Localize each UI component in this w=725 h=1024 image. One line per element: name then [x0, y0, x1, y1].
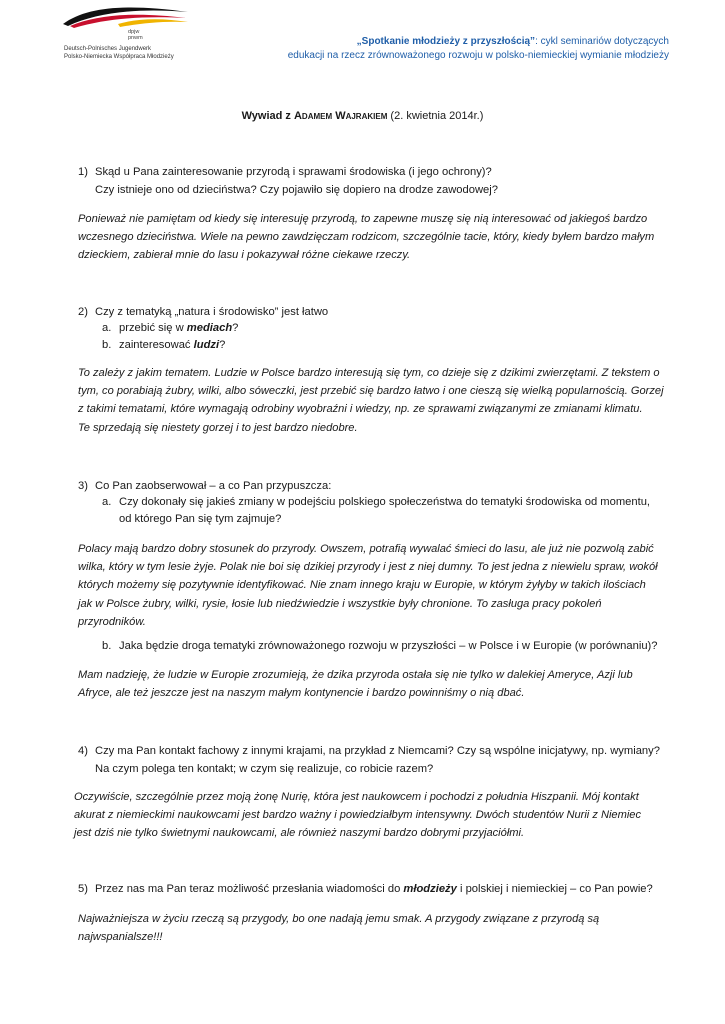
sub-a-bold: mediach: [186, 322, 233, 334]
answer-1: [78, 210, 668, 265]
question-5-bold: młodzieży: [403, 883, 457, 895]
sub-3a-line1: Czy dokonały się jakieś zmiany w podejściu polskiego społeczeństwa do tematyki środowiska od momentu,: [119, 496, 651, 508]
sub-label-3a: a.: [102, 496, 112, 508]
question-2-sub-a: [102, 320, 238, 337]
sub-label-3b: b.: [102, 640, 112, 652]
sub-b-end: ?: [219, 339, 226, 351]
question-1: [78, 163, 498, 199]
header-text: [288, 35, 669, 63]
logo: [58, 2, 193, 70]
answer-line: To zależy z jakim tematem. Ludzie w Polsce bardzo interesują się tym, co dzieje się z dzikimi zwierzętami. Z tekstem o: [78, 367, 660, 379]
sub-b-text: zainteresować: [119, 339, 194, 351]
answer-line: dzieckiem, zabierał mnie do lasu i pokazywał różne ciekawe rzeczy.: [78, 249, 411, 262]
question-4-number: 4): [78, 745, 88, 757]
question-4-line1: Czy ma Pan kontakt fachowy z innymi krajami, na przykład z Niemcami? Czy są wspólne inicjatywy, np. wymiany?: [95, 745, 660, 757]
answer-line: Te sprzedają się niestety gorzej i to jest bardzo niedobre.: [78, 421, 358, 434]
logo-abbr: [128, 29, 143, 41]
question-1-number: 1): [78, 166, 88, 178]
sub-a-text: przebić się w: [119, 322, 187, 334]
answer-line: z takimi tematami, które wymagają odrobiny wyobraźni i wiedzy, np. ze sprawami związanymi ze zmianami klimatu.: [78, 403, 643, 416]
sub-3a-line2: od którego Pan się tym zajmuje?: [119, 513, 282, 525]
logo-abbr-1: dpjw: [128, 29, 140, 35]
answer-line: przyrodników.: [78, 615, 146, 628]
question-3-line1: Co Pan zaobserwował – a co Pan przypuszcza:: [95, 480, 332, 492]
answer-2: [78, 364, 668, 437]
question-4-line2: Na czym polega ten kontakt; w czym się realizuje, co robicie razem?: [95, 763, 434, 775]
question-5-text-after: i polskiej i niemieckiej – co Pan powie?: [456, 883, 653, 895]
question-1-line1: Skąd u Pana zainteresowanie przyrodą i sprawami środowiska (i jego ochrony)?: [95, 166, 492, 178]
answer-line: akurat z niemieckimi naukowcami jest bardzo ważny i powiedziałbym intensywny. Dwóch studentów Nurii z Niemiec: [74, 809, 642, 822]
answer-line: Afryce, ale też jeszcze jest na naszym małym kontynencie i bardzo powinniśmy o nią dbać.: [78, 687, 525, 700]
answer-line: Mam nadzieję, że ludzie w Europie zrozumieją, że dzika przyroda ostała się nie tylko w dalekiej Ameryce, Azji lub: [78, 669, 633, 681]
answer-line: których możemy się pozytywnie identyfikować. Nie znam innego kraju w Europie, w którym żyłyby w takich ilościach: [78, 579, 646, 592]
answer-4: [74, 788, 664, 843]
answer-line: Ponieważ nie pamiętam od kiedy się interesuję przyrodą, to zapewne muszę się nią interesować od jakiegoś bardzo: [78, 213, 648, 225]
logo-org: [64, 46, 174, 61]
title-date: (2. kwietnia 2014r.): [387, 110, 484, 122]
logo-swoosh-icon: [58, 2, 193, 32]
logo-org-line1: Deutsch-Polnisches Jugendwerk: [64, 46, 152, 52]
question-2-line1: Czy z tematyką „natura i środowisko” jest łatwo: [95, 306, 329, 318]
page-title: [0, 110, 725, 122]
sub-3b-text: Jaka będzie droga tematyki zrównoważonego rozwoju w przyszłości – w Polsce i w Europie (w porównaniu)?: [119, 640, 658, 652]
answer-line: jest dziś nie tylko świetnymi naukowcami, ale również naszymi bardzo dobrymi przyjaciółmi.: [74, 827, 525, 840]
answer-3a: [78, 540, 668, 631]
question-4: [78, 742, 660, 778]
question-1-line2: Czy istnieje ono od dzieciństwa? Czy pojawiło się dopiero na drodze zawodowej?: [95, 184, 498, 196]
question-3-sub-a: [102, 494, 650, 528]
answer-5: [78, 910, 668, 946]
question-2-sub-b: [102, 337, 225, 354]
sub-label-a: a.: [102, 322, 112, 334]
answer-line: najwspanialsze!!!: [78, 931, 163, 944]
sub-b-bold: ludzi: [193, 339, 220, 351]
answer-line: Polacy mają bardzo dobry stosunek do przyrody. Owszem, potrafią wywalać śmieci do lasu, ale już nie pozwolą zabić: [78, 543, 654, 555]
question-3: [78, 477, 331, 495]
question-3-sub-b: [102, 638, 658, 655]
answer-3b: [78, 666, 668, 702]
answer-line: Najważniejsza w życiu rzeczą są przygody, bo one nadają jemu smak. A przygody związane z przyrodą są: [78, 913, 600, 925]
question-5-text-before: Przez nas ma Pan teraz możliwość przesłania wiadomości do: [95, 883, 404, 895]
title-name: Adamem Wajrakiem: [293, 110, 388, 122]
answer-line: wilka, który w tym lesie żyje. Polak nie boi się dzikiej przyrody i jest z niej dumny. To jest jedna z niewielu spraw, wokół: [78, 561, 658, 574]
answer-line: jak w Polsce żubry, wilki, rysie, łosie lub niedźwiedzie i wszystkie były chronione. To zasługa pracy pokoleń: [78, 597, 602, 610]
question-3-number: 3): [78, 480, 88, 492]
question-5: [78, 880, 653, 898]
answer-line: Oczywiście, szczególnie przez moją żonę Nurię, która jest naukowcem i pochodzi z południa Hiszpanii. Mój kontakt: [74, 791, 639, 803]
sub-a-end: ?: [232, 322, 239, 334]
logo-abbr-2: pnwm: [128, 35, 143, 41]
answer-line: tym, co porabiają żubry, wilki, albo sóweczki, jest przebić się bardzo łatwo i one cieszą się wielką popularnością. Gorzej: [78, 385, 664, 398]
logo-org-line2: Polsko-Niemiecka Współpraca Młodzieży: [64, 53, 174, 60]
header-highlight: „Spotkanie młodzieży z przyszłością”: [356, 36, 536, 47]
answer-line: wczesnego dzieciństwa. Wiele na pewno zawdzięczam rodzicom, szczególnie tacie, który, kiedy byłem bardzo małym: [78, 231, 655, 244]
sub-label-b: b.: [102, 339, 112, 351]
header-line1-rest: : cykl seminariów dotyczących: [535, 36, 669, 47]
question-5-number: 5): [78, 883, 88, 895]
question-2: [78, 303, 328, 321]
header-line2: edukacji na rzecz zrównoważonego rozwoju w polsko-niemieckiej wymianie młodzieży: [287, 50, 669, 61]
question-2-number: 2): [78, 306, 88, 318]
title-prefix: Wywiad z: [241, 110, 294, 122]
